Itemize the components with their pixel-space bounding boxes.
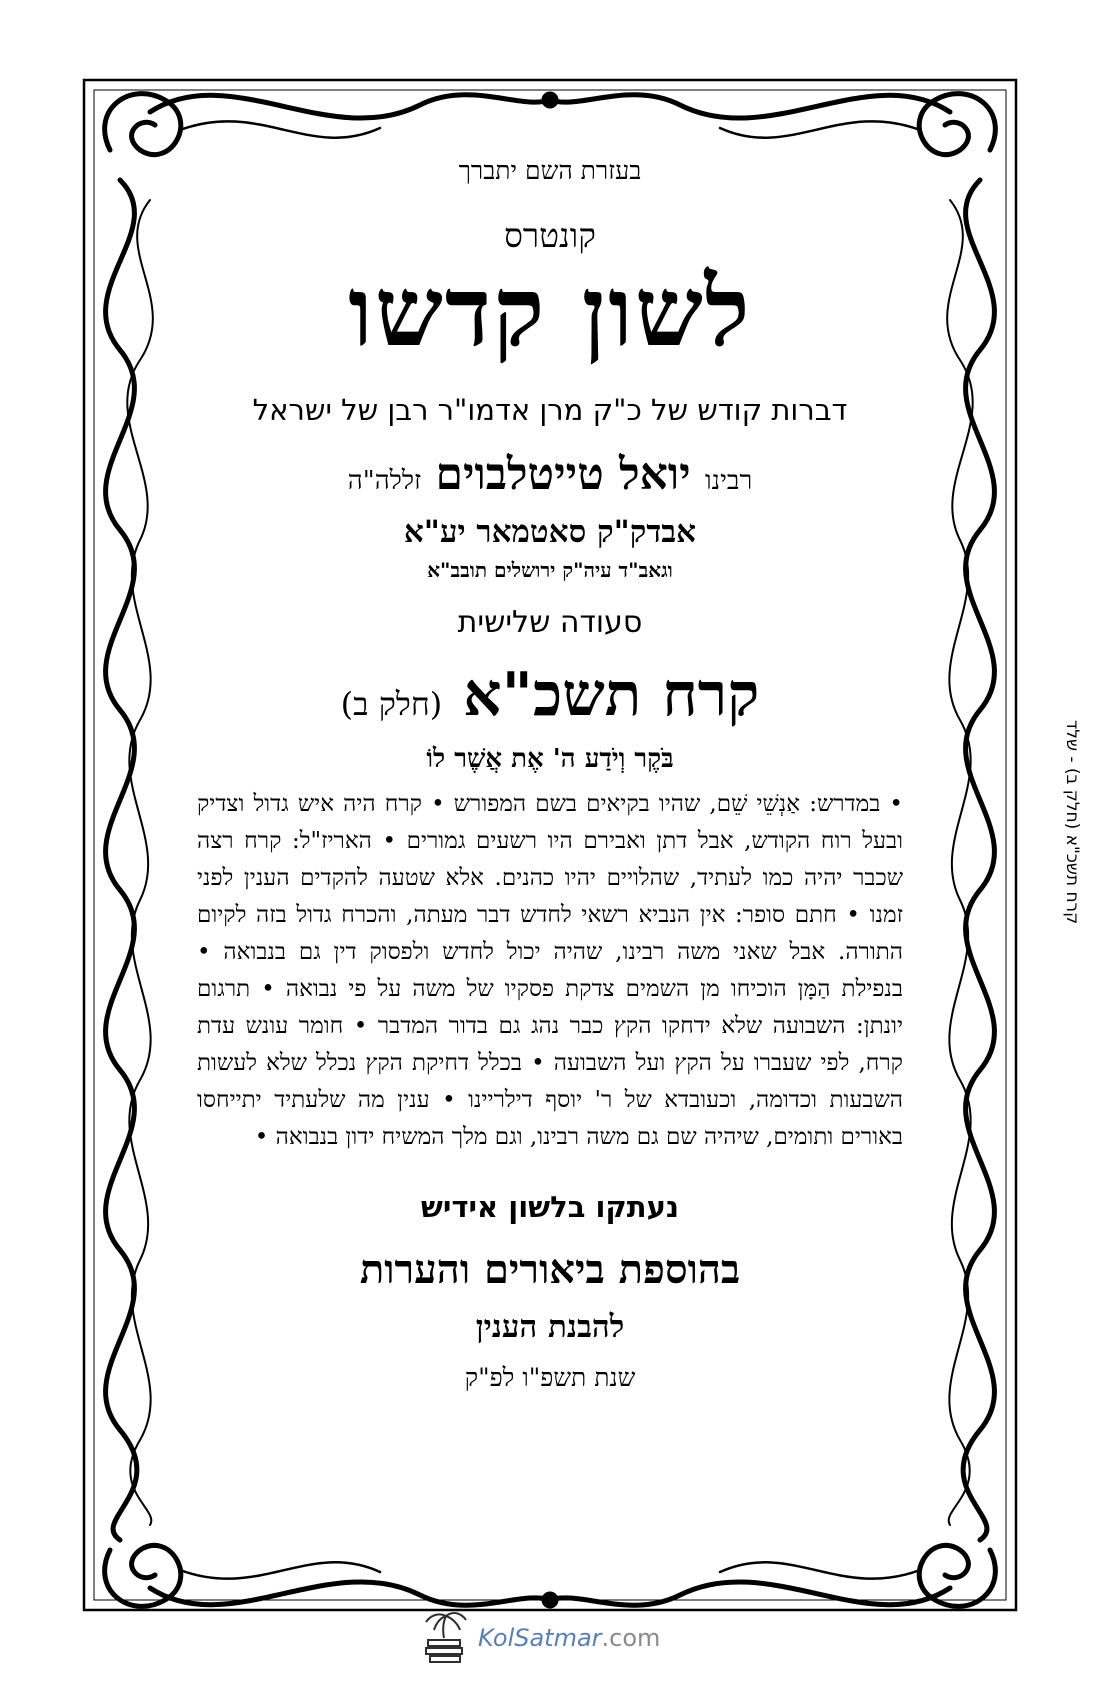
blessing-text: בעזרת השם יתברך: [458, 156, 642, 185]
notes-heading: בהוספת ביאורים והערות: [359, 1245, 741, 1293]
booklet-label: קונטרס: [504, 216, 596, 255]
rebbe-prefix: רבינו: [704, 465, 753, 496]
site-logo[interactable]: [418, 1608, 698, 1668]
verse-quote: בֹּקֶר וְיֹדַע ה' אֶת אֲשֶׁר לוֹ: [426, 743, 674, 774]
palm-tree-books-icon: [418, 1608, 470, 1668]
main-title: לשון קדשו: [348, 255, 752, 368]
translation-note: נעתקו בלשון אידיש: [420, 1189, 680, 1224]
rebbe-title: אבדק"ק סאטמאר יע"א: [403, 513, 697, 550]
parsha-part: (חלק ב): [340, 684, 443, 723]
logo-domain: .com: [601, 1624, 661, 1652]
logo-text: [478, 1624, 660, 1652]
cover-content: [195, 150, 905, 1393]
subtitle: דברות קודש של כ"ק מרן אדמו"ר רבן של ישראל: [252, 392, 848, 427]
parsha-heading: [195, 659, 905, 730]
rebbe-title-secondary: וגאב"ד עיה"ק ירושלים תובב"א: [427, 557, 673, 582]
parsha-name: קרח תשכ"א: [463, 659, 760, 730]
occasion-label: סעודה שלישית: [457, 604, 643, 640]
understanding-heading: להבנת הענין: [475, 1308, 625, 1345]
side-label: קרח תשכ"א (חלק ב) - שלד: [1062, 720, 1082, 925]
rebbe-line: [195, 449, 905, 500]
logo-brand: KolSatmar: [478, 1624, 602, 1652]
rebbe-name: יואל טייטלבוים: [435, 448, 691, 500]
year-line: שנת תשפ"ו לפ"ק: [464, 1362, 636, 1392]
rebbe-suffix: זללה"ה: [347, 465, 422, 496]
summary-paragraph: • במדרש: אַנְשֵׁי שֵׁם, שהיו בקיאים בשם המפורש • קרח היה איש גדול וצדיק ובעל רוח הקודש, אבל דתן ואבירם היו רשעים גמורים • האריז"ל: קרח רצה שכבר יהיה כמו לעתיד, שהלויים יהיו כהנים. אלא שטעה להקדים הענין לפני זמנו • חתם סופר: אין הנביא רשאי לחדש דבר מעתה, והכרח גדול בזה לקיום התורה. אבל שאני משה רבינו, שהיה יכול לחדש ולפסוק דין גם בנבואה • בנפילת הַמָּן הוכיחו מן השמים צדקת פסקיו של משה על פי נבואה • תרגום יונתן: השבועה שלא ידחקו הקץ כבר נהג גם בדור המדבר • חומר עונש עדת קרח, לפי שעברו על הקץ ועל השבועה • בכלל דחיקת הקץ נכלל שלא לעשות השבעות וכדומה, וכעובדא של ר' יוסף דילריינו • ענין מה שלעתיד יתייחסו באורים ותומים, שיהיה שם גם משה רבינו, וגם מלך המשיח ידון בנבואה •: [197, 790, 903, 1150]
